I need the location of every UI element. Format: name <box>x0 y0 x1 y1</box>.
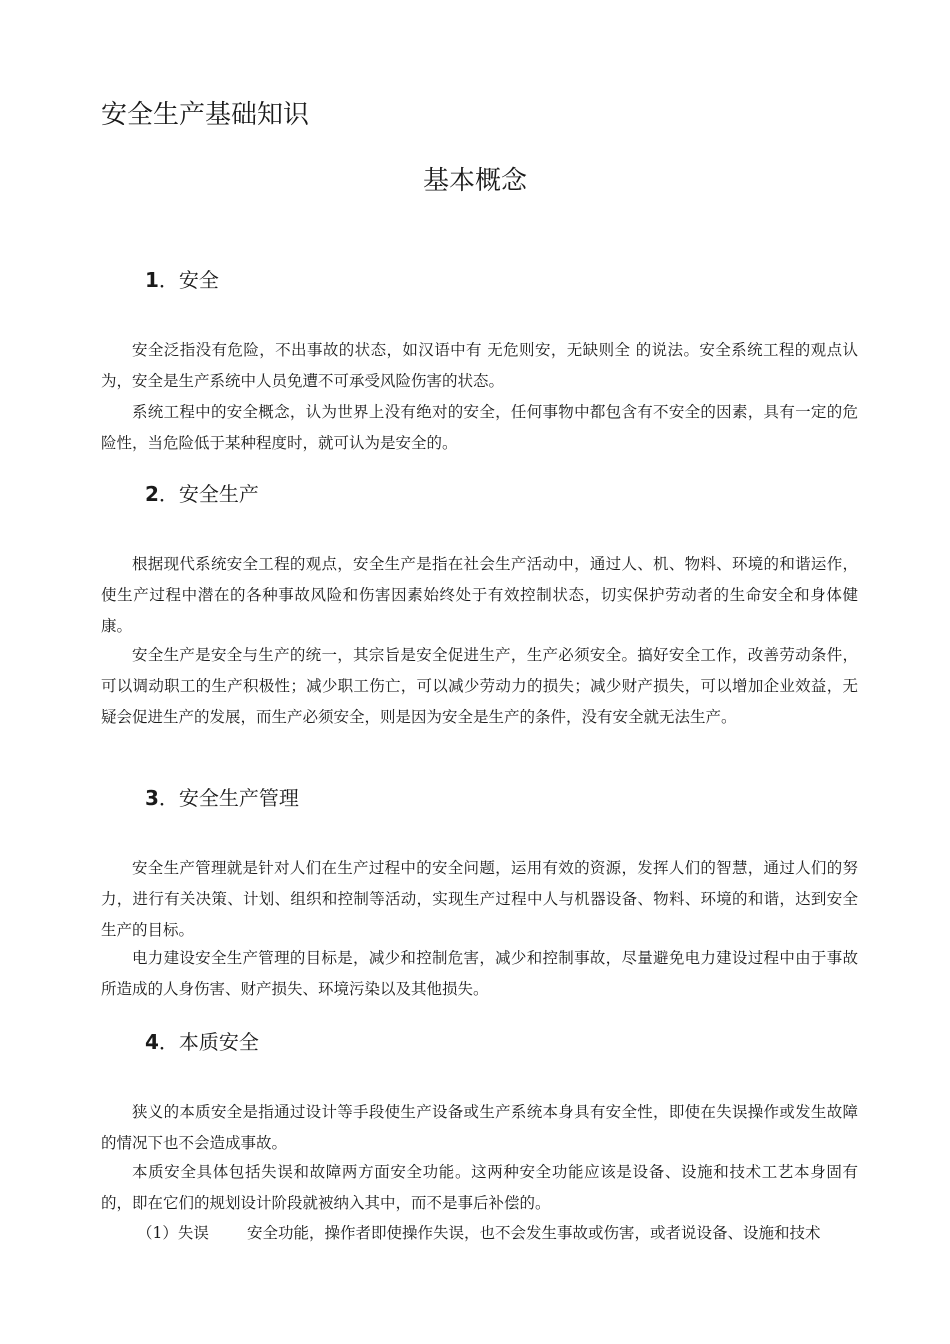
paragraph: 电力建设安全生产管理的目标是，减少和控制危害，减少和控制事故，尽量避免电力建设过程中由于事故所造成的人身伤害、财产损失、环境污染以及其他损失。 <box>101 949 858 998</box>
section-heading-1 <box>145 266 219 294</box>
section-heading-2 <box>145 480 259 508</box>
paragraph: 本质安全具体包括失误和故障两方面安全功能。这两种安全功能应该是设备、设施和技术工艺本身固有的，即在它们的规划设计阶段就被纳入其中，而不是事后补偿的。 <box>101 1163 858 1212</box>
paragraph: 根据现代系统安全工程的观点，安全生产是指在社会生产活动中，通过人、机、物料、环境的和谐运作，使生产过程中潜在的各种事故风险和伤害因素始终处于有效控制状态，切实保护劳动者的生命安全和身体健康。 <box>101 555 858 635</box>
section-title: ．安全 <box>158 268 219 292</box>
section-title: ．安全生产 <box>158 482 259 506</box>
document-title: 安全生产基础知识 <box>101 100 310 130</box>
list-item <box>101 1218 858 1249</box>
section-title: ．安全生产管理 <box>158 786 299 810</box>
list-item-label: （1）失误 <box>137 1224 209 1242</box>
paragraph: 安全生产是安全与生产的统一，其宗旨是安全促进生产，生产必须安全。搞好安全工作，改善劳动条件，可以调动职工的生产积极性；减少职工伤亡，可以减少劳动力的损失；减少财产损失，可以增加企业效益，无疑会促进生产的发展，而生产必须安全，则是因为安全是生产的条件，没有安全就无法生产。 <box>101 646 858 726</box>
section-number: 1 <box>145 268 159 292</box>
section-heading-4 <box>145 1028 259 1056</box>
paragraph: 安全泛指没有危险，不出事故的状态，如汉语中有 无危则安，无缺则全 的说法。安全系统工程的观点认为，安全是生产系统中人员免遭不可承受风险伤害的状态。 <box>101 341 858 390</box>
section-title: ．本质安全 <box>158 1030 259 1054</box>
document-subtitle: 基本概念 <box>422 166 527 196</box>
section-number: 2 <box>145 482 159 506</box>
section-heading-3 <box>145 784 299 812</box>
paragraph: 系统工程中的安全概念，认为世界上没有绝对的安全，任何事物中都包含有不安全的因素，具有一定的危险性，当危险低于某种程度时，就可认为是安全的。 <box>101 403 858 452</box>
list-item-text: 安全功能，操作者即使操作失误，也不会发生事故或伤害，或者说设备、设施和技术 <box>247 1224 821 1242</box>
paragraph: 狭义的本质安全是指通过设计等手段使生产设备或生产系统本身具有安全性，即使在失误操作或发生故障的情况下也不会造成事故。 <box>101 1103 858 1152</box>
section-number: 4 <box>145 1030 159 1054</box>
paragraph: 安全生产管理就是针对人们在生产过程中的安全问题，运用有效的资源，发挥人们的智慧，通过人们的努力，进行有关决策、计划、组织和控制等活动，实现生产过程中人与机器设备、物料、环境的和谐，达到安全生产的目标。 <box>101 859 858 939</box>
section-number: 3 <box>145 786 159 810</box>
